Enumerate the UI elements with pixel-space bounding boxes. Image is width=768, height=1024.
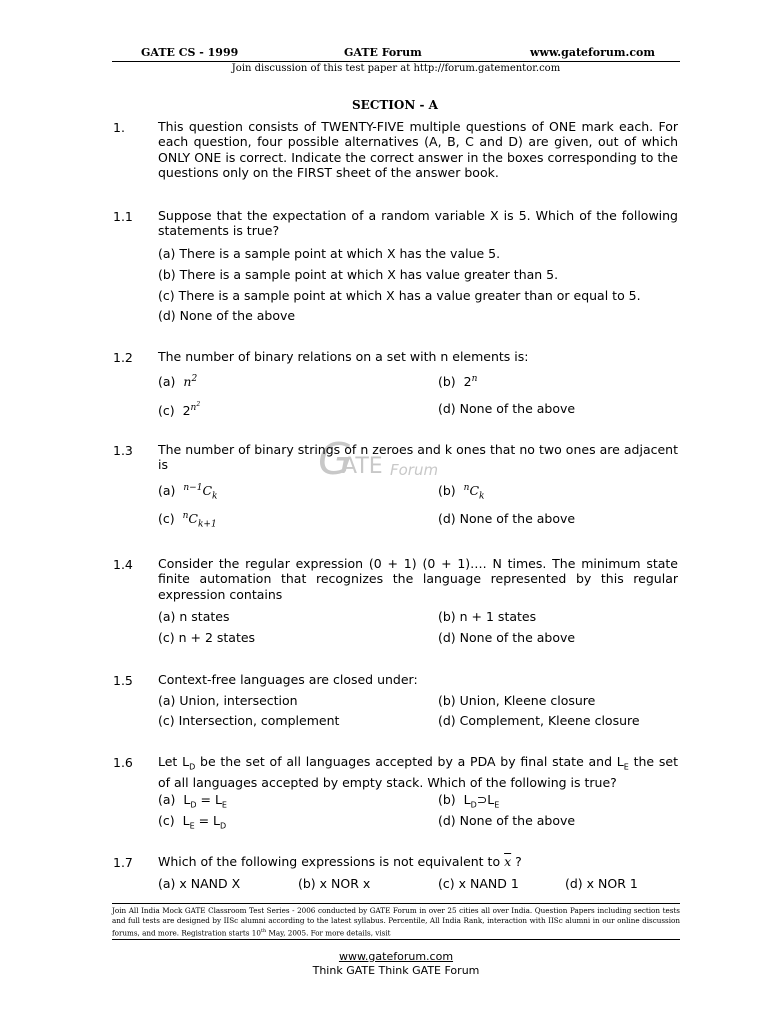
option-b bbox=[438, 483, 485, 502]
math-sup: n bbox=[471, 374, 478, 384]
question-text: Suppose that the expectation of a random variable X is 5. Which of the following statements is true? bbox=[158, 208, 678, 239]
option-c bbox=[158, 813, 226, 831]
option-d: (d) None of the above bbox=[438, 630, 576, 645]
subscript: D bbox=[470, 800, 477, 810]
question-mark: ? bbox=[515, 854, 522, 869]
header-center-title: GATE Forum bbox=[344, 46, 422, 59]
symbol: L bbox=[182, 813, 190, 828]
question-text bbox=[158, 854, 522, 869]
footer-promo bbox=[112, 903, 680, 940]
subscript: E bbox=[623, 762, 629, 772]
math-base: C bbox=[469, 483, 480, 499]
header-left-title: GATE CS - 1999 bbox=[141, 46, 239, 59]
option-a: (a) n states bbox=[158, 609, 230, 624]
operator: = bbox=[196, 792, 215, 807]
math-base: n bbox=[183, 374, 192, 390]
section-title: SECTION - A bbox=[352, 98, 438, 112]
question-text: Context-free languages are closed under: bbox=[158, 672, 418, 687]
option-a bbox=[158, 792, 227, 810]
text-part: the set of all languages accepted by empty stack. Which of the following is true? bbox=[158, 754, 678, 790]
math-base: C bbox=[202, 483, 213, 499]
question-text: Consider the regular expression (0 + 1) (0 + 1)…. N times. The minimum state finite automation that recognizes the language represented by this regular expression contains bbox=[158, 556, 678, 602]
subscript: D bbox=[189, 762, 196, 772]
option-b bbox=[438, 792, 499, 810]
math-sup-base: n bbox=[190, 403, 197, 413]
option-label: (b) bbox=[438, 374, 456, 390]
question-text: The number of binary relations on a set with n elements is: bbox=[158, 349, 529, 364]
option-label: (a) bbox=[158, 374, 176, 390]
watermark-forum: Forum bbox=[390, 461, 439, 479]
header-join-line[interactable]: Join discussion of this test paper at http://forum.gatementor.com bbox=[231, 63, 561, 74]
footer-text: May, 2005. For more details, visit bbox=[266, 928, 391, 938]
watermark-g: G bbox=[318, 434, 353, 485]
symbol: L bbox=[213, 813, 221, 828]
math-sub: k bbox=[479, 491, 485, 502]
option-c: (c) Intersection, complement bbox=[158, 713, 340, 728]
question-number: 1.5 bbox=[113, 673, 133, 688]
question-number: 1.7 bbox=[113, 855, 133, 870]
operator: ⊃ bbox=[476, 792, 488, 807]
option-c: (c) x NAND 1 bbox=[438, 876, 519, 891]
subscript: E bbox=[494, 800, 500, 810]
option-c: (c) There is a sample point at which X has a value greater than or equal to 5. bbox=[158, 288, 641, 303]
option-b: (b) Union, Kleene closure bbox=[438, 693, 596, 708]
question-number: 1.4 bbox=[113, 557, 133, 572]
question-number: 1.2 bbox=[113, 350, 133, 365]
option-d: (d) Complement, Kleene closure bbox=[438, 713, 640, 728]
math-sub: k bbox=[212, 491, 218, 502]
option-label: (b) bbox=[438, 792, 456, 807]
option-label: (a) bbox=[158, 483, 176, 499]
option-a bbox=[158, 374, 197, 389]
operator: = bbox=[194, 813, 214, 828]
header-rule bbox=[112, 61, 680, 62]
option-d: (d) None of the above bbox=[438, 813, 576, 828]
option-label: (c) bbox=[158, 511, 175, 527]
option-label: (a) bbox=[158, 792, 176, 807]
instruction-number: 1. bbox=[113, 120, 125, 135]
subscript: E bbox=[221, 800, 227, 810]
x-bar: $\overline{x}$ bbox=[504, 854, 512, 869]
option-d: (d) None of the above bbox=[438, 401, 576, 416]
symbol: L bbox=[214, 792, 222, 807]
option-label: (c) bbox=[158, 403, 175, 419]
math-sup: 2 bbox=[191, 374, 198, 384]
subscript: E bbox=[189, 821, 195, 831]
text-part: be the set of all languages accepted by a PDA by final state and L bbox=[195, 754, 624, 769]
math-sup: n−1 bbox=[183, 483, 203, 493]
question-number: 1.6 bbox=[113, 755, 133, 770]
option-b: (b) There is a sample point at which X has value greater than 5. bbox=[158, 267, 559, 282]
math-sup: n bbox=[463, 483, 470, 493]
option-b: (b) x NOR x bbox=[298, 876, 371, 891]
math-base: 2 bbox=[182, 403, 191, 419]
option-a: (a) Union, intersection bbox=[158, 693, 298, 708]
math-sup-sup: 2 bbox=[196, 401, 201, 408]
text-part: Which of the following expressions is not equivalent to bbox=[158, 854, 501, 869]
question-text: The number of binary strings of n zeroes and k ones that no two ones are adjacent is bbox=[158, 442, 678, 473]
symbol: L bbox=[463, 792, 471, 807]
subscript: D bbox=[190, 800, 197, 810]
footer-website-link[interactable]: www.gateforum.com bbox=[338, 950, 454, 963]
footer-text: Join All India Mock GATE Classroom Test Series - 2006 conducted by GATE Forum in over 25 cities all over India. Question Papers including section tests and full tests are designed by IISc alumni according to the latest syllabus. Percentile, All India Rank, interaction with IISc alumni in our online discussion forums, and more. Registration starts 10 bbox=[112, 906, 680, 938]
math-sup bbox=[191, 403, 201, 413]
option-d: (d) None of the above bbox=[158, 308, 296, 323]
symbol: L bbox=[183, 792, 191, 807]
option-label: (c) bbox=[158, 813, 175, 828]
footer-tagline: Think GATE Think GATE Forum bbox=[312, 964, 480, 977]
option-c bbox=[158, 511, 217, 530]
question-number: 1.1 bbox=[113, 209, 133, 224]
symbol: L bbox=[487, 792, 495, 807]
instruction-text: This question consists of TWENTY-FIVE multiple questions of ONE mark each. For each question, four possible alternatives (A, B, C and D) are given, out of which ONLY ONE is correct. Indicate the correct answer in the boxes corresponding to the questions only on the FIRST sheet of the answer book. bbox=[158, 119, 678, 181]
math-sub: k+1 bbox=[197, 519, 217, 530]
math-sup: n bbox=[182, 511, 189, 521]
text-part: Let L bbox=[158, 754, 190, 769]
option-d: (d) None of the above bbox=[438, 511, 576, 526]
option-b bbox=[438, 374, 477, 389]
subscript: D bbox=[220, 821, 227, 831]
header-website[interactable]: www.gateforum.com bbox=[530, 46, 656, 59]
option-a: (a) There is a sample point at which X has the value 5. bbox=[158, 246, 501, 261]
question-text bbox=[158, 754, 678, 790]
footer-sup: th bbox=[260, 928, 267, 934]
option-c bbox=[158, 401, 200, 418]
watermark-ate: ATE bbox=[342, 454, 383, 479]
option-c: (c) n + 2 states bbox=[158, 630, 256, 645]
option-a: (a) x NAND X bbox=[158, 876, 241, 891]
math-base: C bbox=[188, 511, 198, 527]
math-base: 2 bbox=[463, 374, 472, 390]
option-d: (d) x NOR 1 bbox=[565, 876, 638, 891]
question-number: 1.3 bbox=[113, 443, 133, 458]
option-a bbox=[158, 483, 218, 502]
option-b: (b) n + 1 states bbox=[438, 609, 537, 624]
option-label: (b) bbox=[438, 483, 456, 499]
